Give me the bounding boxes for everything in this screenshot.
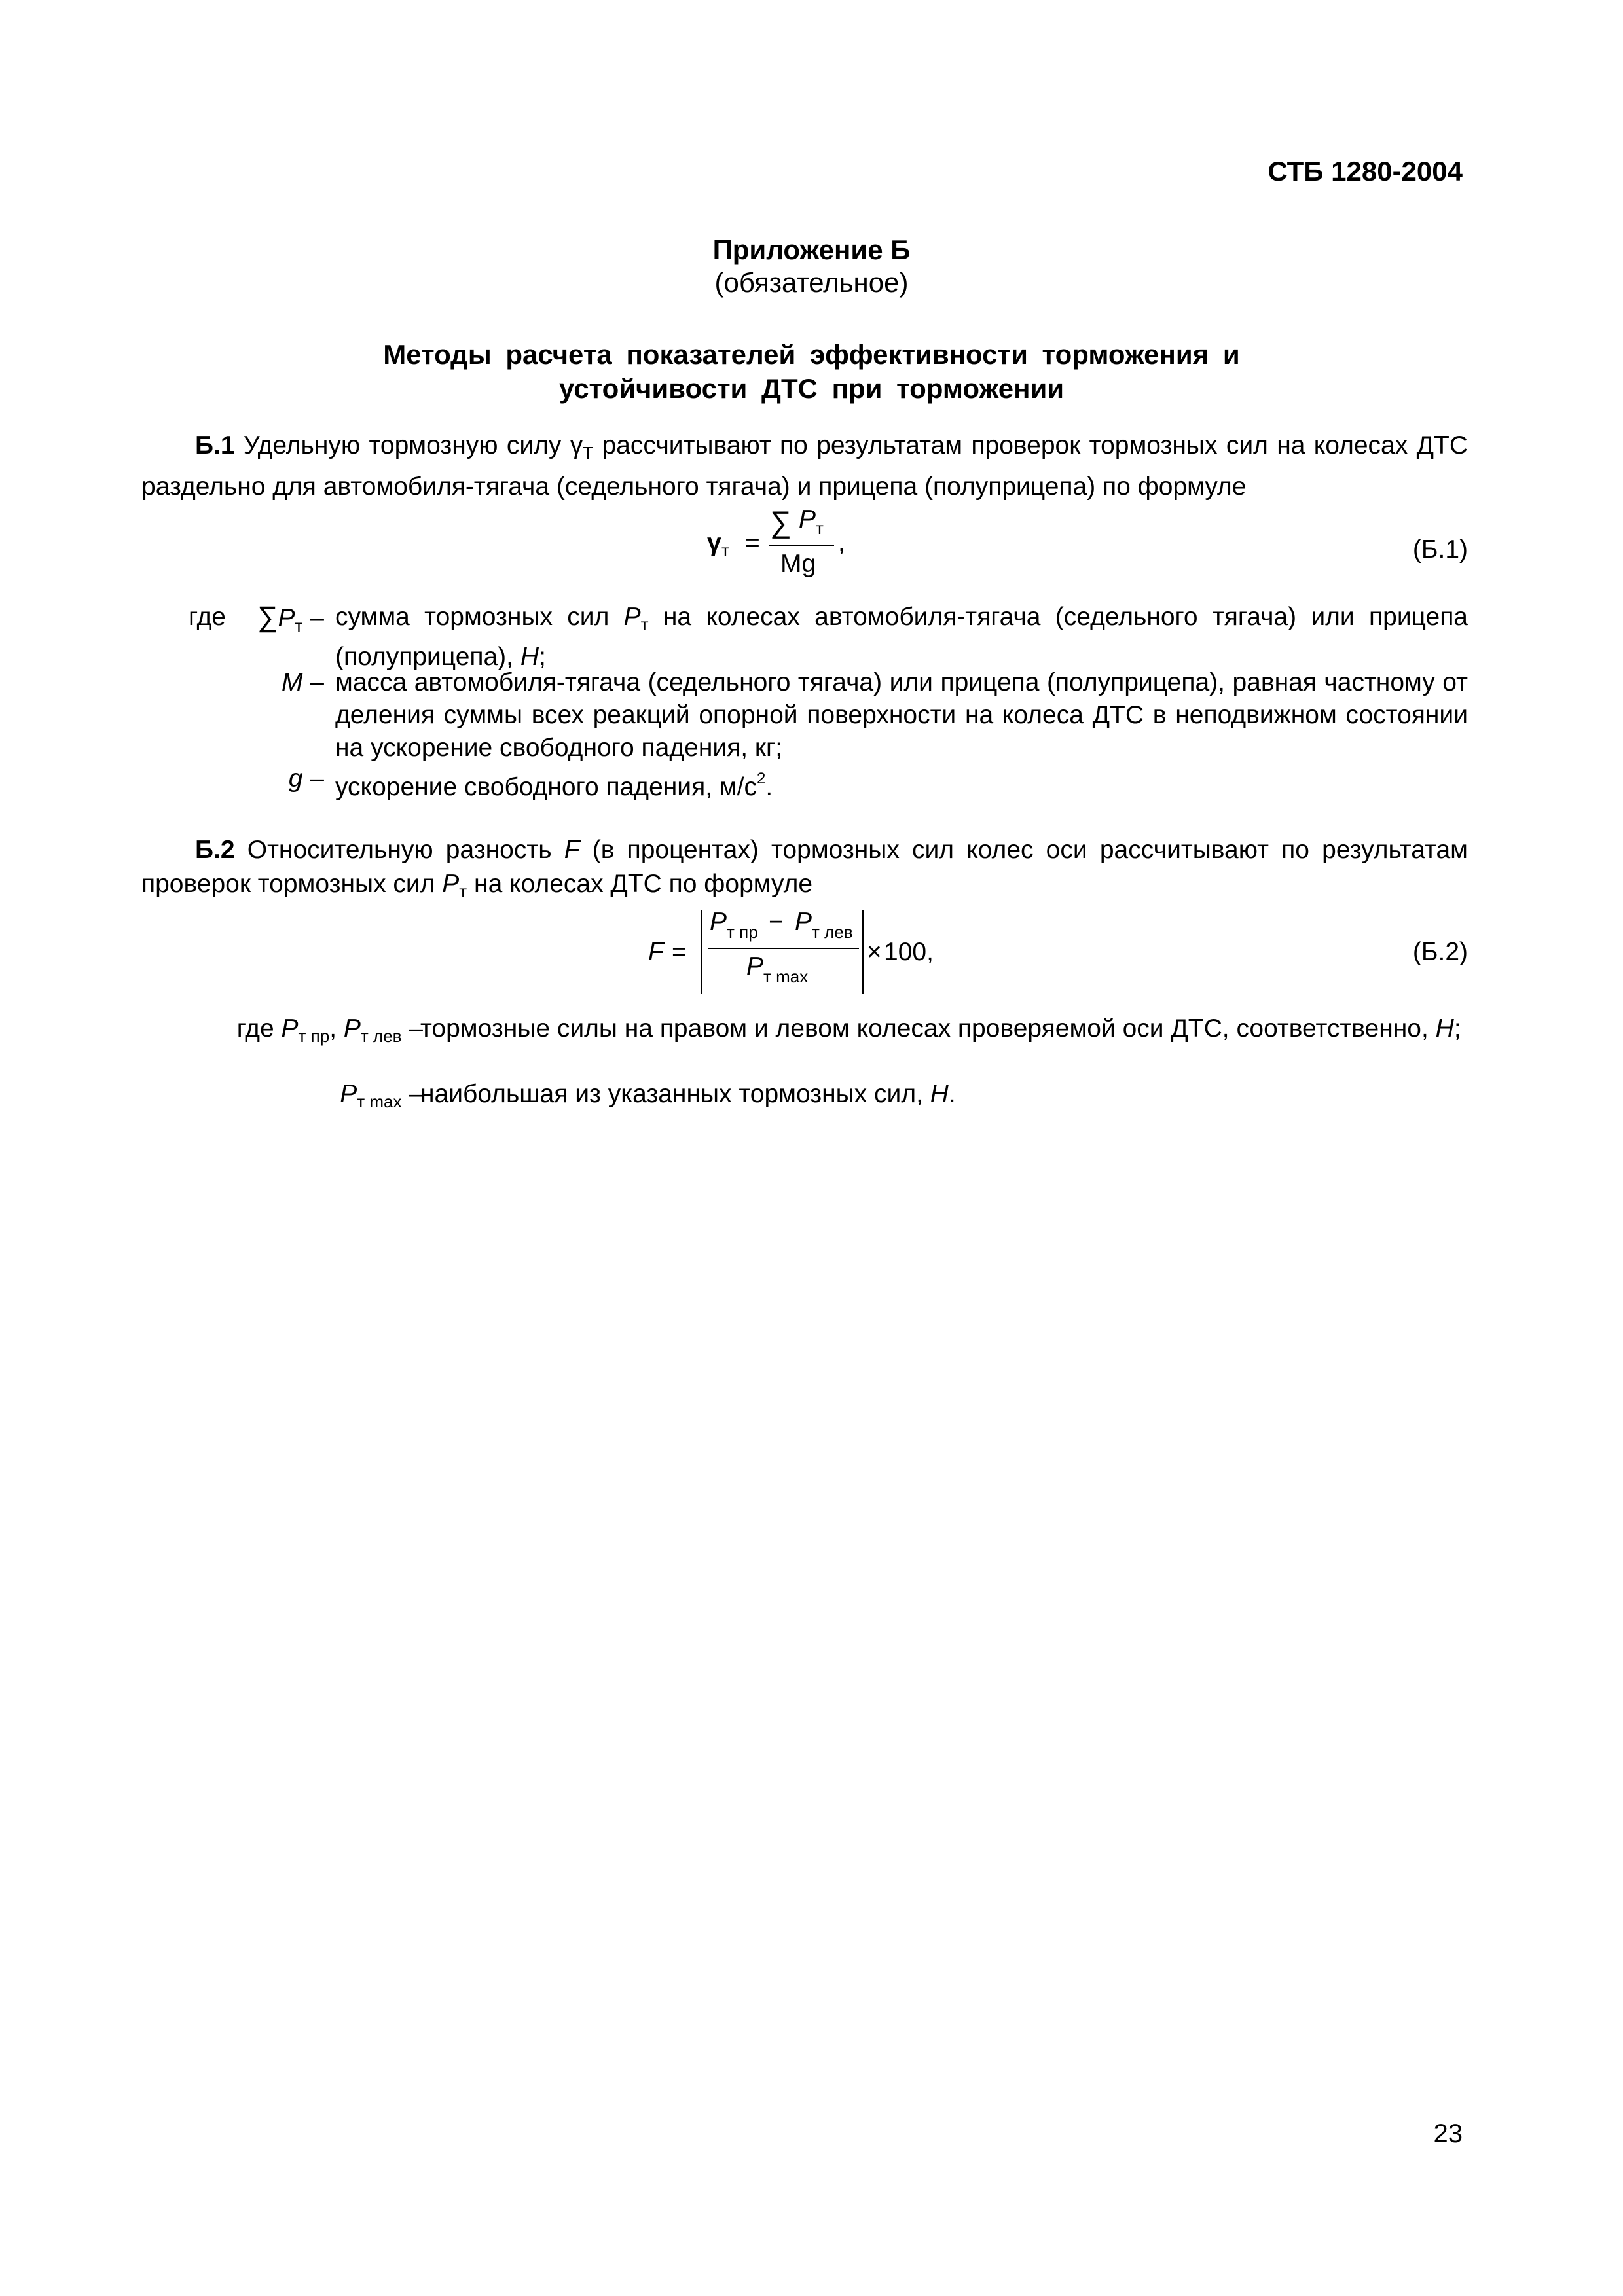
b1-gamma-subscript: Т — [583, 443, 594, 463]
eq-number-b1: (Б.1) — [1412, 535, 1468, 564]
eq-number-b2: (Б.2) — [1412, 938, 1468, 966]
paragraph-b1 — [141, 429, 1468, 504]
clause-label-b1: Б.1 — [195, 431, 235, 459]
section-heading-line1: Методы расчета показателей эффективности торможения и — [383, 339, 1240, 370]
def-term-forces: где $P_{т пр}$, $P_{т лев}$ – — [236, 1014, 423, 1046]
section-heading-line2: устойчивости ДТС при торможении — [558, 373, 1065, 404]
def-dash: – — [302, 604, 324, 632]
def-term-g: g – — [288, 764, 324, 793]
def-term-sub: т — [295, 616, 303, 636]
formula-b2-num-b-sub: т лев — [812, 922, 853, 942]
formula-b1-gamma: γ — [707, 529, 721, 557]
formula-b2-num-a-sub: т пр — [727, 922, 758, 942]
standard-code: СТБ 1280-2004 — [1267, 156, 1463, 187]
where-label-b1: где — [189, 603, 226, 631]
formula-b2-abs-right — [862, 910, 864, 994]
formula-b1-gamma-sub: т — [721, 541, 729, 560]
paragraph-b2: Б.2 Относительную разность F (в процентах) тормозных сил колес оси рассчитывают по результатам проверок тормозных сил $P_т$ на колесах ДТС по формуле — [141, 836, 1468, 901]
formula-b1-sum-sign: ∑ — [770, 505, 792, 539]
def-term-var: P — [278, 604, 295, 632]
page-number: 23 — [1433, 2119, 1463, 2148]
def-term-sum-pt — [232, 601, 324, 642]
def-term-mass: M – — [281, 668, 324, 696]
appendix-title: Приложение Б — [712, 234, 911, 265]
b1-text-part2: рассчитывают по результатам проверок тормозных сил на колесах ДТС раздельно для автомобиля-тягача (седельного тягача) и прицепа (полуприцепа) по формуле — [141, 431, 1468, 501]
formula-b2 — [648, 906, 949, 998]
section-heading — [0, 338, 1623, 406]
appendix-status: (обязательное) — [714, 267, 909, 298]
formula-b2-num-b: P — [795, 908, 812, 936]
def-desc-g: ускорение свободного падения, $м/с^2$. — [335, 770, 773, 801]
formula-b2-lhs: F — [648, 938, 664, 966]
formula-b1-num-sub: т — [816, 518, 824, 538]
formula-b2-abs-left — [701, 910, 702, 994]
formula-b1-num-var: P — [799, 505, 816, 533]
def-desc-sum-pt: сумма тормозных сил $P_т$ на колесах автомобиля-тягача (седельного тягача) или прицепа (полуприцепа), Н; — [335, 603, 1468, 671]
def-sum-sign: ∑ — [257, 601, 278, 633]
formula-b2-den-sub: т max — [763, 967, 809, 986]
b1-text-part1: Удельную тормозную силу γ — [234, 431, 583, 459]
def-desc-mass: масса автомобиля-тягача (седельного тягача) или прицепа (полуприцепа), равная частному от деления суммы всех реакций опорной поверхности на колеса ДТС в неподвижном состоянии на ускорение свободного падения, кг; — [335, 668, 1468, 762]
formula-b1-fraction-bar — [769, 545, 834, 546]
formula-b1 — [707, 504, 877, 589]
formula-b2-minus: − — [769, 908, 784, 936]
clause-label-b2: Б.2 — [195, 836, 235, 864]
formula-b1-comma: , — [838, 529, 845, 557]
def-term-pmax: $P_{т max}$ – — [340, 1080, 423, 1111]
formula-b1-equals: = — [745, 529, 760, 557]
formula-b1-denominator: Mg — [780, 550, 816, 578]
formula-b2-factor: 100, — [884, 938, 934, 966]
formula-b2-equals: = — [672, 938, 687, 966]
formula-b2-den: P — [746, 952, 764, 980]
def-desc-pmax: наибольшая из указанных тормозных сил, Н. — [420, 1080, 956, 1108]
formula-b2-times: × — [867, 938, 882, 966]
formula-b2-fraction-bar — [708, 948, 859, 949]
def-desc-forces: тормозные силы на правом и левом колесах проверяемой оси ДТС, соответственно, Н; — [420, 1014, 1461, 1043]
formula-b2-num-a: P — [710, 908, 727, 936]
